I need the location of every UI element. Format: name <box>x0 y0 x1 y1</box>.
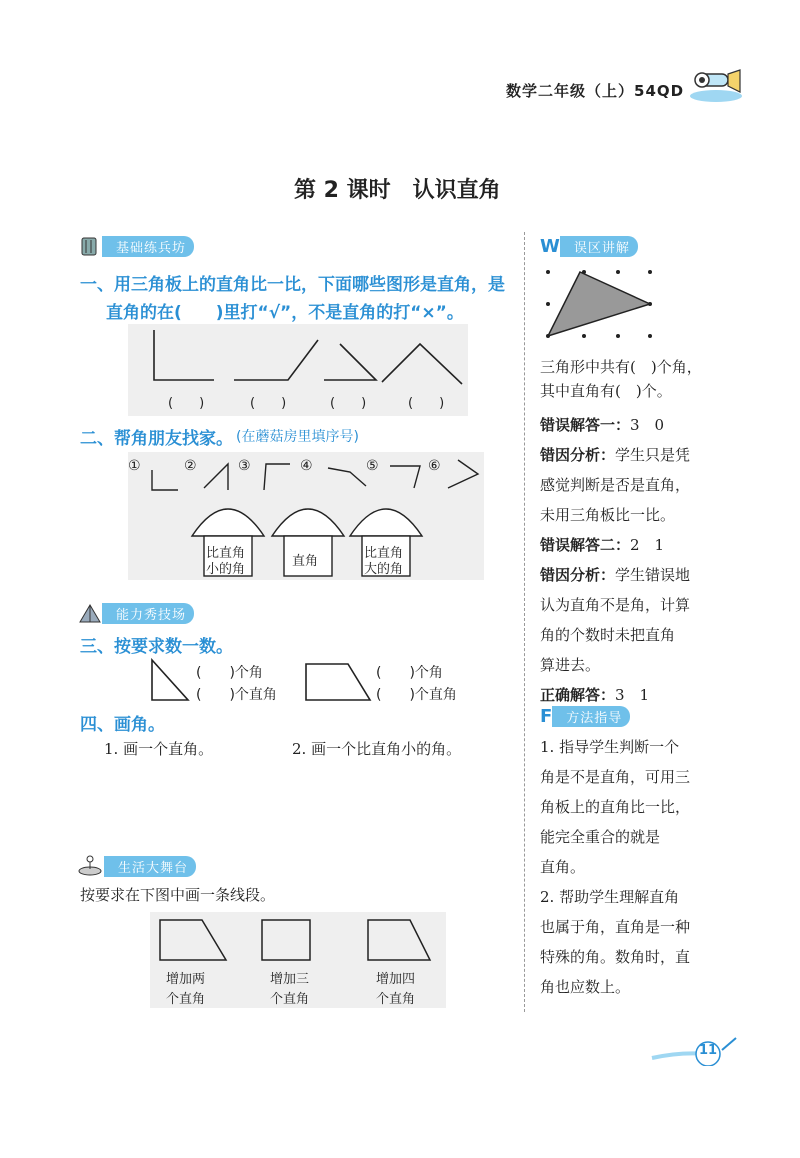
cause1-line2: 感觉判断是否是直角， <box>540 476 691 494</box>
q3-trapezoid <box>304 662 372 702</box>
section-title-ability: 能力秀技场 <box>102 603 194 624</box>
column-divider <box>524 232 525 1012</box>
w-letter-icon: W <box>540 235 560 257</box>
cause2-line1: 学生错误地 <box>615 566 691 584</box>
tree-stump-icon <box>78 235 102 257</box>
life-label-2a: 增加三 <box>270 972 310 987</box>
sidebar-mistake-title: 误区讲解 <box>560 236 638 257</box>
life-label-3a: 增加四 <box>376 972 416 987</box>
q2-marker-5: ⑤ <box>366 458 379 474</box>
sidebar-method-banner <box>540 706 630 726</box>
sidebar-body <box>540 410 720 710</box>
page-number: 11 <box>699 1043 718 1058</box>
q3-triangle-right-angles[interactable]: ( )个直角 <box>196 687 277 703</box>
house-larger-line1: 比直角 <box>364 546 404 561</box>
q4-item1: 1. 画一个直角。 <box>104 740 214 758</box>
book-header: 数学二年级（上）54QD <box>506 82 685 100</box>
telescope-logo-icon <box>686 60 746 106</box>
wrong1-value: 3 0 <box>630 416 665 434</box>
section-banner-life <box>78 856 196 876</box>
q2-marker-2: ② <box>184 458 197 474</box>
cause2-label: 错因分析： <box>540 566 616 584</box>
q3-trapezoid-angles[interactable]: ( )个角 <box>376 665 443 681</box>
section-banner-basic <box>78 236 194 256</box>
correct-value: 3 1 <box>615 686 650 704</box>
q4-title: 四、画角。 <box>80 715 165 735</box>
page-number-swoosh-icon <box>650 1036 740 1066</box>
section-title-life: 生活大舞台 <box>104 856 196 877</box>
method-line4: 能完全重合的就是 <box>540 828 661 846</box>
q2-title: 二、帮角朋友找家。 <box>80 429 233 449</box>
q3-triangle <box>148 658 192 704</box>
q3-title: 三、按要求数一数。 <box>80 637 233 657</box>
f-letter-icon: F <box>540 705 553 727</box>
q1-line2: 直角的在( )里打“√”，不是直角的打“×”。 <box>106 303 464 323</box>
house-smaller-line2: 小的角 <box>206 562 246 577</box>
stage-icon <box>78 855 104 877</box>
correct-label: 正确解答： <box>540 686 616 704</box>
house-right-line1: 直角 <box>292 554 319 569</box>
q4-item2: 2. 画一个比直角小的角。 <box>292 740 462 758</box>
q1-bracket-3[interactable]: ( ) <box>330 396 367 411</box>
method-line2: 角是不是直角，可用三 <box>540 768 691 786</box>
life-instruction: 按要求在下图中画一条线段。 <box>80 886 276 904</box>
method-line1: 1. 指导学生判断一个 <box>540 738 680 756</box>
sidebar-question <box>540 352 720 406</box>
q1-line1: 一、用三角板上的直角比一比，下面哪些图形是直角，是 <box>80 275 505 295</box>
section-banner-ability <box>78 603 194 623</box>
cause1-line1: 学生只是凭 <box>615 446 691 464</box>
wrong2-label: 错误解答二： <box>540 536 631 554</box>
q1-bracket-1[interactable]: ( ) <box>168 396 205 411</box>
q3-triangle-angles[interactable]: ( )个角 <box>196 665 263 681</box>
q1-bracket-4[interactable]: ( ) <box>408 396 445 411</box>
life-label-3b: 个直角 <box>376 992 416 1007</box>
q2-marker-3: ③ <box>238 458 251 474</box>
q2-marker-4: ④ <box>300 458 313 474</box>
method-line5: 直角。 <box>540 858 586 876</box>
cause2-line3: 角的个数时未把直角 <box>540 626 676 644</box>
life-label-1a: 增加两 <box>166 972 206 987</box>
tent-icon <box>78 602 102 624</box>
method-line3: 角板上的直角比一比， <box>540 798 691 816</box>
q2-note: (在蘑菇房里填序号) <box>236 429 359 445</box>
q2-marker-6: ⑥ <box>428 458 441 474</box>
cause2-line4: 算进去。 <box>540 656 601 674</box>
sidebar-method-title: 方法指导 <box>552 706 630 727</box>
q2-marker-1: ① <box>128 458 141 474</box>
sidebar-dot-triangle <box>540 266 660 342</box>
method-line6: 2. 帮助学生理解直角 <box>540 888 680 906</box>
life-label-2b: 个直角 <box>270 992 310 1007</box>
house-smaller-line1: 比直角 <box>206 546 246 561</box>
q1-bracket-2[interactable]: ( ) <box>250 396 287 411</box>
method-line9: 角也应数上。 <box>540 978 631 996</box>
sidebar-q-line2: 其中直角有( )个。 <box>540 382 672 400</box>
sidebar-q-line1: 三角形中共有( )个角， <box>540 358 702 376</box>
cause2-line2: 认为直角不是角，计算 <box>540 596 691 614</box>
wrong2-value: 2 1 <box>630 536 665 554</box>
cause1-line3: 未用三角板比一比。 <box>540 506 676 524</box>
q3-trapezoid-right-angles[interactable]: ( )个直角 <box>376 687 457 703</box>
method-line7: 也属于角，直角是一种 <box>540 918 691 936</box>
sidebar-method-body <box>540 732 720 1002</box>
method-line8: 特殊的角。数角时，直 <box>540 948 691 966</box>
life-label-1b: 个直角 <box>166 992 206 1007</box>
cause1-label: 错因分析： <box>540 446 616 464</box>
lesson-title: 第 2 课时 认识直角 <box>294 178 501 203</box>
wrong1-label: 错误解答一： <box>540 416 631 434</box>
section-title-basic: 基础练兵坊 <box>102 236 194 257</box>
house-larger-line2: 大的角 <box>364 562 404 577</box>
sidebar-mistake-banner <box>540 236 638 256</box>
